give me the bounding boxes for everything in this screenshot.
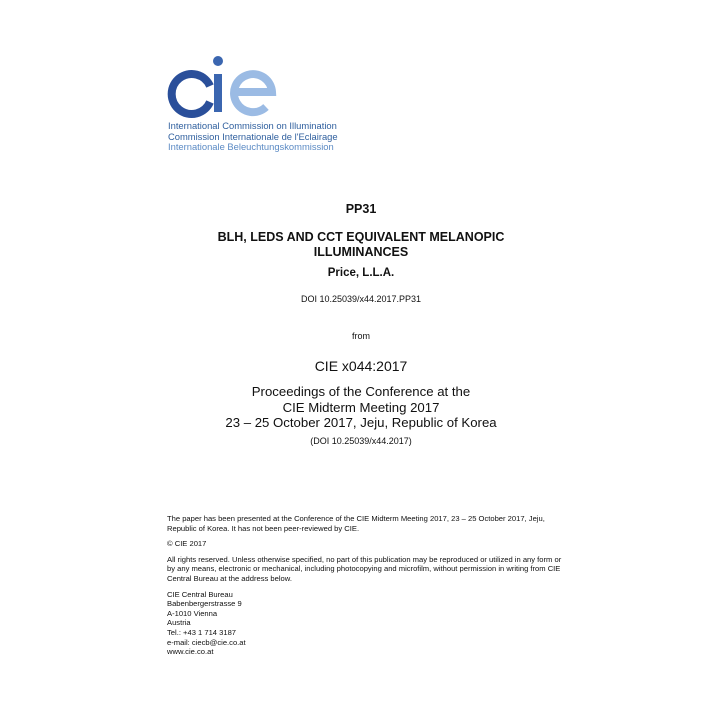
org-name-de: Internationale Beleuchtungskommission xyxy=(168,141,334,153)
proceedings-title xyxy=(0,384,722,431)
paper-code: PP31 xyxy=(345,202,377,216)
proceedings-code: CIE x044:2017 xyxy=(314,358,408,374)
phone: Tel.: +43 1 714 3187 xyxy=(167,627,237,637)
from-label: from xyxy=(352,331,370,341)
logo-letter-c xyxy=(172,74,210,114)
address-line: Babenbergerstrasse 9 xyxy=(167,599,242,609)
address-block xyxy=(167,590,567,657)
paper-title-line2: ILLUMINANCES xyxy=(313,245,409,259)
paper-title xyxy=(0,230,722,260)
cie-logo-mark xyxy=(166,52,366,120)
logo-letter-i-stem xyxy=(214,74,222,112)
website: www.cie.co.at xyxy=(167,647,214,657)
paper-author: Price, L.L.A. xyxy=(327,267,395,279)
proceedings-doi: (DOI 10.25039/x44.2017) xyxy=(310,436,412,446)
email: e-mail: ciecb@cie.co.at xyxy=(167,637,246,647)
logo-letter-i-dot xyxy=(213,56,223,66)
logo-letter-e xyxy=(234,74,272,112)
org-name-fr: Commission Internationale de l'Eclairage xyxy=(168,130,338,142)
rights-statement: All rights reserved. Unless otherwise specified, no part of this publication may be reproduced or utilized in any form or by any means, electronic or mechanical, including photocopying and microfilm, without permission in writing from CIE Central Bureau at the address below. xyxy=(167,554,562,583)
proceedings-title-line2: CIE Midterm Meeting 2017 xyxy=(282,399,440,415)
copyright: © CIE 2017 xyxy=(167,539,207,549)
address-line: A-1010 Vienna xyxy=(167,608,218,618)
proceedings-title-line3: 23 – 25 October 2017, Jeju, Republic of Korea xyxy=(225,415,497,431)
org-name-en: International Commission on Illumination xyxy=(168,120,337,131)
paper-doi: DOI 10.25039/x44.2017.PP31 xyxy=(300,294,422,304)
presentation-note: The paper has been presented at the Conference of the CIE Midterm Meeting 2017, 23 – 25 October 2017, Jeju, Republic of Korea. It has not been peer-reviewed by CIE. xyxy=(167,514,545,533)
paper-title-line1: BLH, LEDS AND CCT EQUIVALENT MELANOPIC xyxy=(217,230,505,244)
address-line: Austria xyxy=(167,618,191,628)
footer xyxy=(167,514,567,657)
address-line: CIE Central Bureau xyxy=(167,589,233,599)
proceedings-title-line1: Proceedings of the Conference at the xyxy=(251,384,471,399)
organization-names xyxy=(168,121,338,153)
